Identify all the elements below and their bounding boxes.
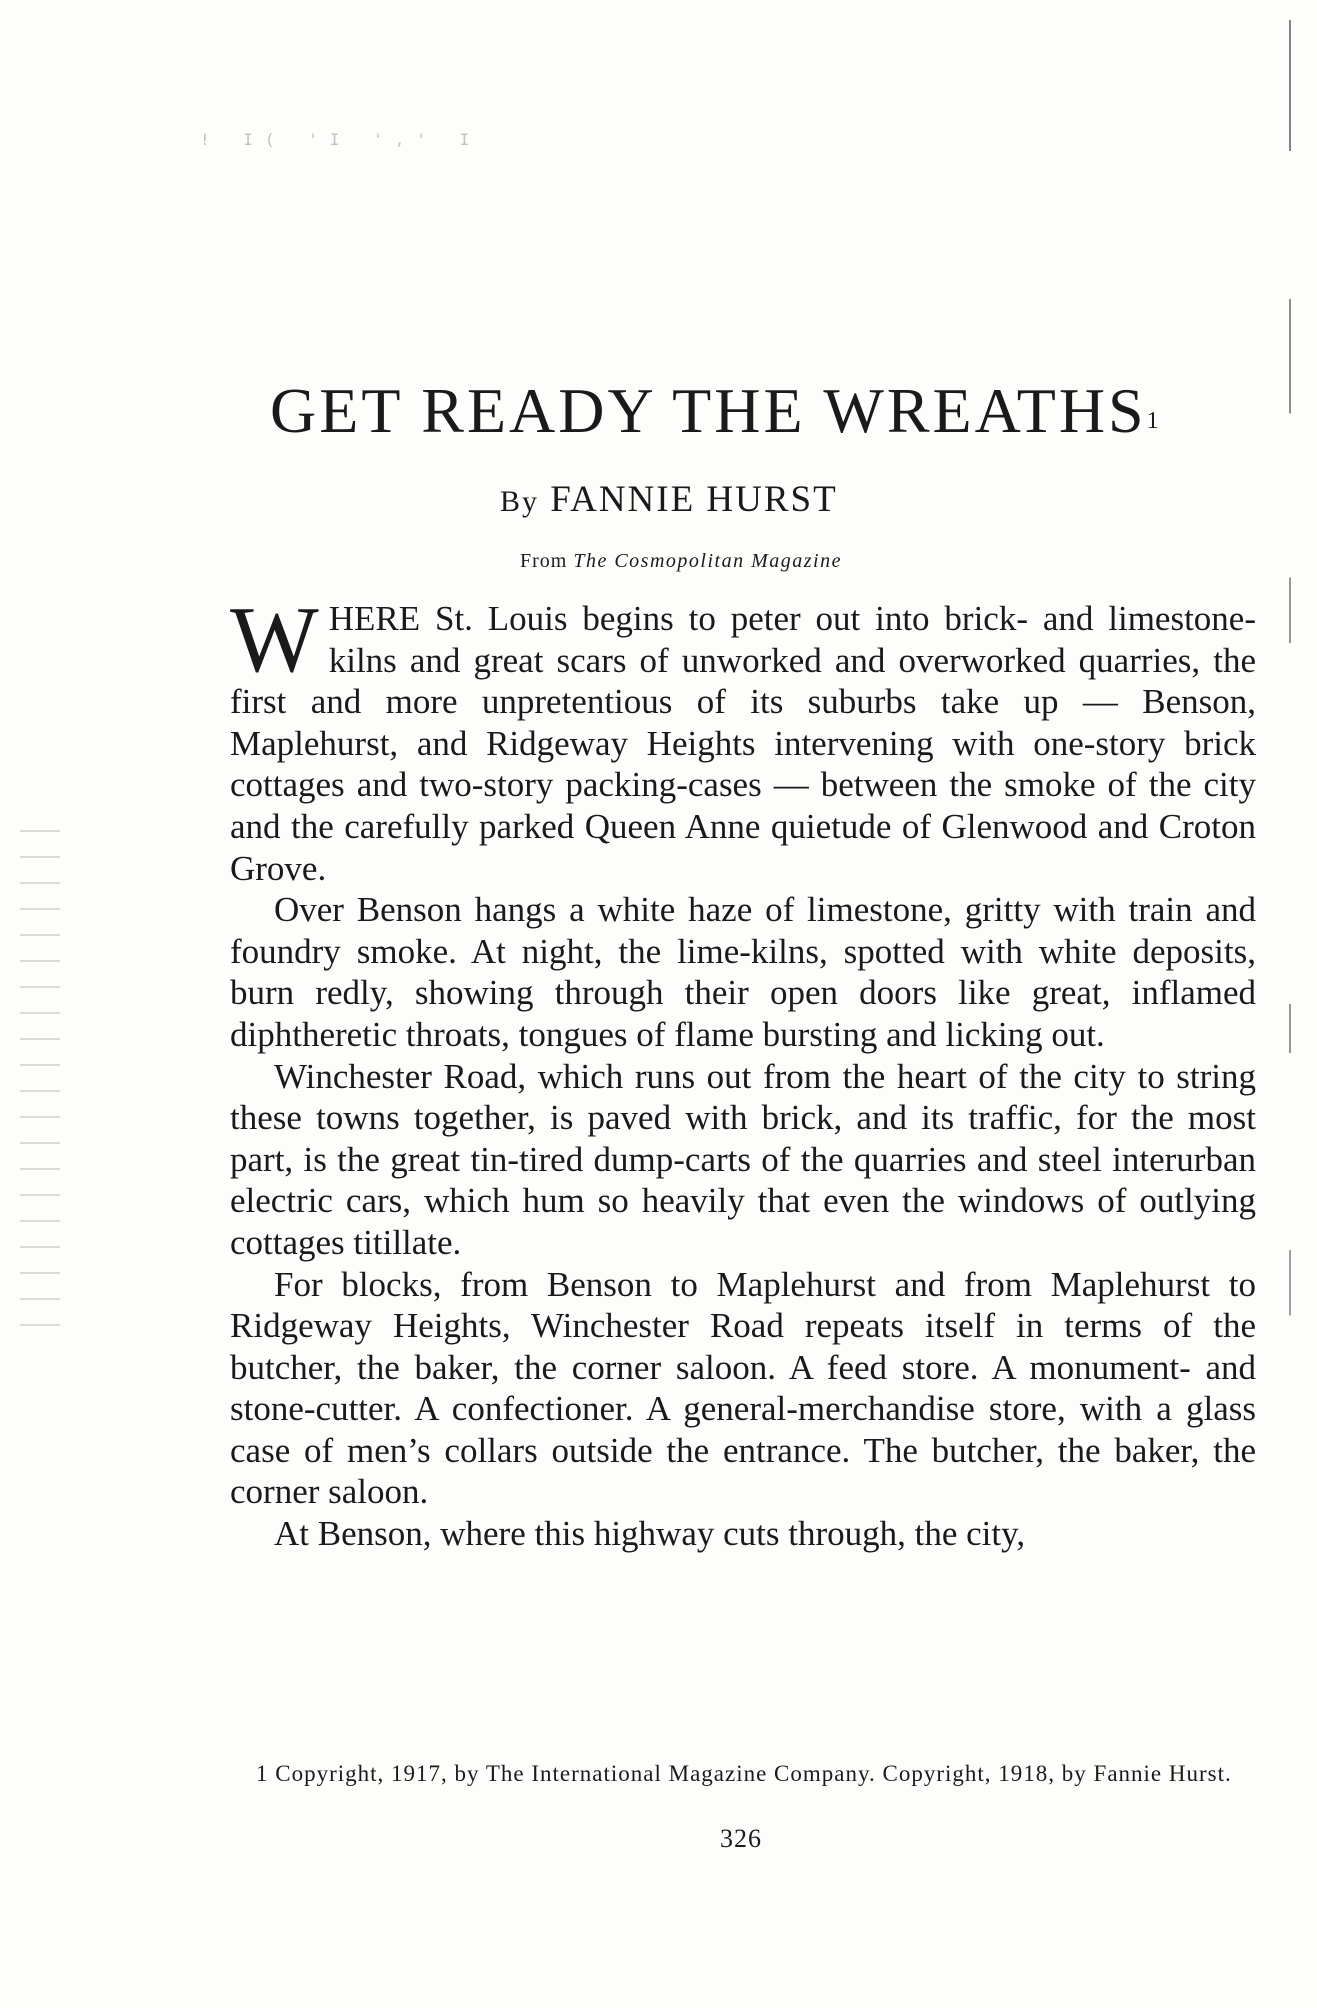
footnote-text: Copyright, 1917, by The International Magazine Company. Copyright, 1918, by Fannie Hurst. (275, 1761, 1232, 1786)
chapter-title-text: GET READY THE WREATHS (270, 375, 1147, 446)
scan-faint-running-head: ! I( 'I ',' I (200, 130, 482, 149)
footnote (230, 1762, 1250, 1786)
scan-edge-artifact (1289, 20, 1291, 1660)
title-footnote-mark: 1 (1146, 408, 1159, 434)
chapter-title (270, 374, 1250, 448)
paragraph: Over Benson hangs a white haze of limestone, gritty with train and foundry smoke. At night, the lime-kilns, spotted with white deposits, burn redly, showing through their open doors like great, inflamed diphtheretic throats, tongues of flame bursting and licking out. (230, 890, 1256, 1054)
byline-prefix: By (500, 485, 540, 518)
author-name: FANNIE HURST (550, 479, 838, 520)
scan-bleedthrough-marks (20, 830, 60, 1350)
paragraph (230, 588, 1256, 889)
paragraph: For blocks, from Benson to Maplehurst and from Maplehurst to Ridgeway Heights, Winchester Road repeats itself in terms of the butcher, the baker, the corner saloon. A feed store. A monument- and stone-cutter. A confectioner. A general-merchandise store, with a glass case of men’s collars outside the entrance. The butcher, the baker, the corner saloon. (230, 1264, 1256, 1512)
author-byline (500, 478, 838, 521)
source-prefix: From (520, 550, 568, 572)
paragraph: At Benson, where this highway cuts through, the city, (274, 1514, 1026, 1554)
source-line (520, 550, 842, 573)
story-body (230, 588, 1256, 1555)
paragraph-text: HERE St. Louis begins to peter out into brick- and limestone-kilns and great scars of unworked and overworked quarries, the first and more unpretentious of its suburbs take up — Benson, Maplehurst, and Ridgeway Heights intervening with one-story brick cottages and two-story packing-cases — between the smoke of the city and the carefully parked Queen Anne quietude of Glenwood and Croton Grove. (230, 599, 1256, 888)
footnote-mark: 1 (256, 1761, 269, 1786)
paragraph: Winchester Road, which runs out from the heart of the city to string these towns together, is paved with brick, and its traffic, for the most part, is the great tin-tired dump-carts of the quarries and steel interurban electric cars, which hum so heavily that even the windows of outlying cottages titillate. (230, 1056, 1256, 1262)
drop-cap: W (230, 588, 319, 692)
page-number: 326 (720, 1824, 762, 1853)
source-title: The Cosmopolitan Magazine (573, 550, 842, 572)
